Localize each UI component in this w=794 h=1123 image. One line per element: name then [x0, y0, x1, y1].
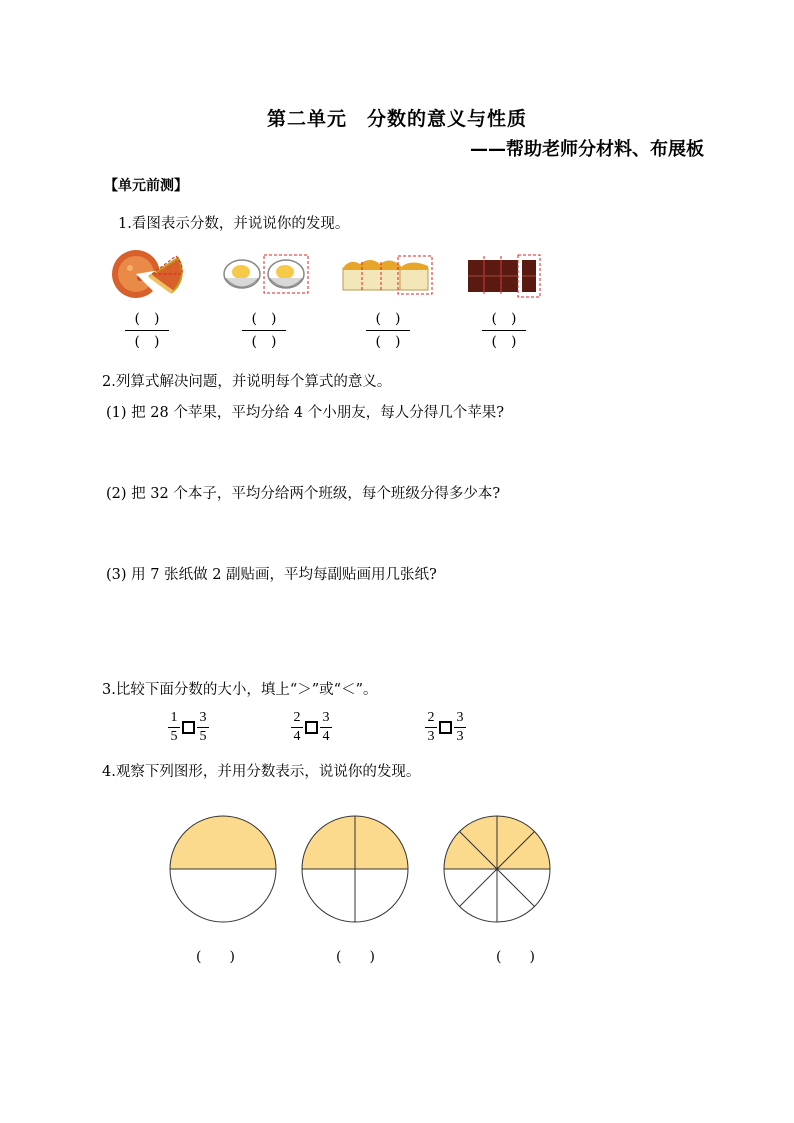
section-label: 【单元前测】 — [104, 178, 188, 194]
fraction-blank-top: ( ) — [251, 311, 277, 327]
question-2-sub-3: (3) 用 7 张纸做 2 副贴画，平均每副贴画用几张纸? — [106, 567, 437, 583]
fraction-blank-top: ( ) — [375, 311, 401, 327]
answer-blank-1[interactable]: ( ) — [196, 949, 235, 965]
question-2-sub-2: (2) 把 32 个本子，平均分给两个班级，每个班级分得多少本? — [106, 486, 501, 502]
fraction-bar — [482, 330, 526, 331]
fraction: $\frac{1}{5}$ — [168, 710, 180, 745]
fraction-blank-top: ( ) — [491, 311, 517, 327]
question-2-sub-1: (1) 把 28 个苹果，平均分给 4 个小朋友，每人分得几个苹果? — [106, 405, 505, 421]
answer-box[interactable] — [439, 721, 452, 734]
fraction-blank-top: ( ) — [134, 311, 160, 327]
fraction-blank-bottom: ( ) — [251, 334, 277, 350]
page-subtitle: ——帮助老师分材料、布展板 — [470, 139, 704, 160]
circle-eighths-shaded — [442, 814, 552, 924]
answer-box[interactable] — [182, 721, 195, 734]
question-1-text: 1.看图表示分数，并说说你的发现。 — [118, 216, 350, 232]
compare-pair-3 — [425, 710, 466, 745]
fraction: $\frac{2}{4}$ — [291, 710, 303, 745]
question-2-text: 2.列算式解决问题，并说明每个算式的意义。 — [102, 374, 392, 390]
fraction: $\frac{3}{5}$ — [197, 710, 209, 745]
egg-icon — [222, 252, 312, 298]
page-title: 第二单元 分数的意义与性质 — [266, 108, 527, 130]
fraction: $\frac{3}{3}$ — [454, 710, 466, 745]
question-4-text: 4.观察下列图形，并用分数表示，说说你的发现。 — [102, 764, 421, 780]
compare-pair-2 — [291, 710, 332, 745]
fraction-bar — [366, 330, 410, 331]
fraction-blank-bottom: ( ) — [375, 334, 401, 350]
chocolate-icon — [466, 252, 544, 298]
circle-quarters-shaded — [300, 814, 410, 924]
fraction-blank[interactable] — [125, 310, 169, 351]
compare-pair-1 — [168, 710, 209, 745]
fraction-blank[interactable] — [242, 310, 286, 351]
fraction-blank[interactable] — [482, 310, 526, 351]
answer-blank-3[interactable]: ( ) — [496, 949, 535, 965]
question-3-text: 3.比较下面分数的大小，填上“＞”或“＜”。 — [102, 682, 378, 698]
fraction: $\frac{2}{3}$ — [425, 710, 437, 745]
fraction: $\frac{3}{4}$ — [320, 710, 332, 745]
fraction-bar — [242, 330, 286, 331]
answer-box[interactable] — [305, 721, 318, 734]
fraction-blank[interactable] — [366, 310, 410, 351]
fraction-bar — [125, 330, 169, 331]
fraction-blank-bottom: ( ) — [491, 334, 517, 350]
cake-icon — [110, 248, 186, 300]
answer-blank-2[interactable]: ( ) — [336, 949, 375, 965]
fraction-blank-bottom: ( ) — [134, 334, 160, 350]
circle-half-shaded — [168, 814, 278, 924]
bread-icon — [340, 252, 436, 296]
